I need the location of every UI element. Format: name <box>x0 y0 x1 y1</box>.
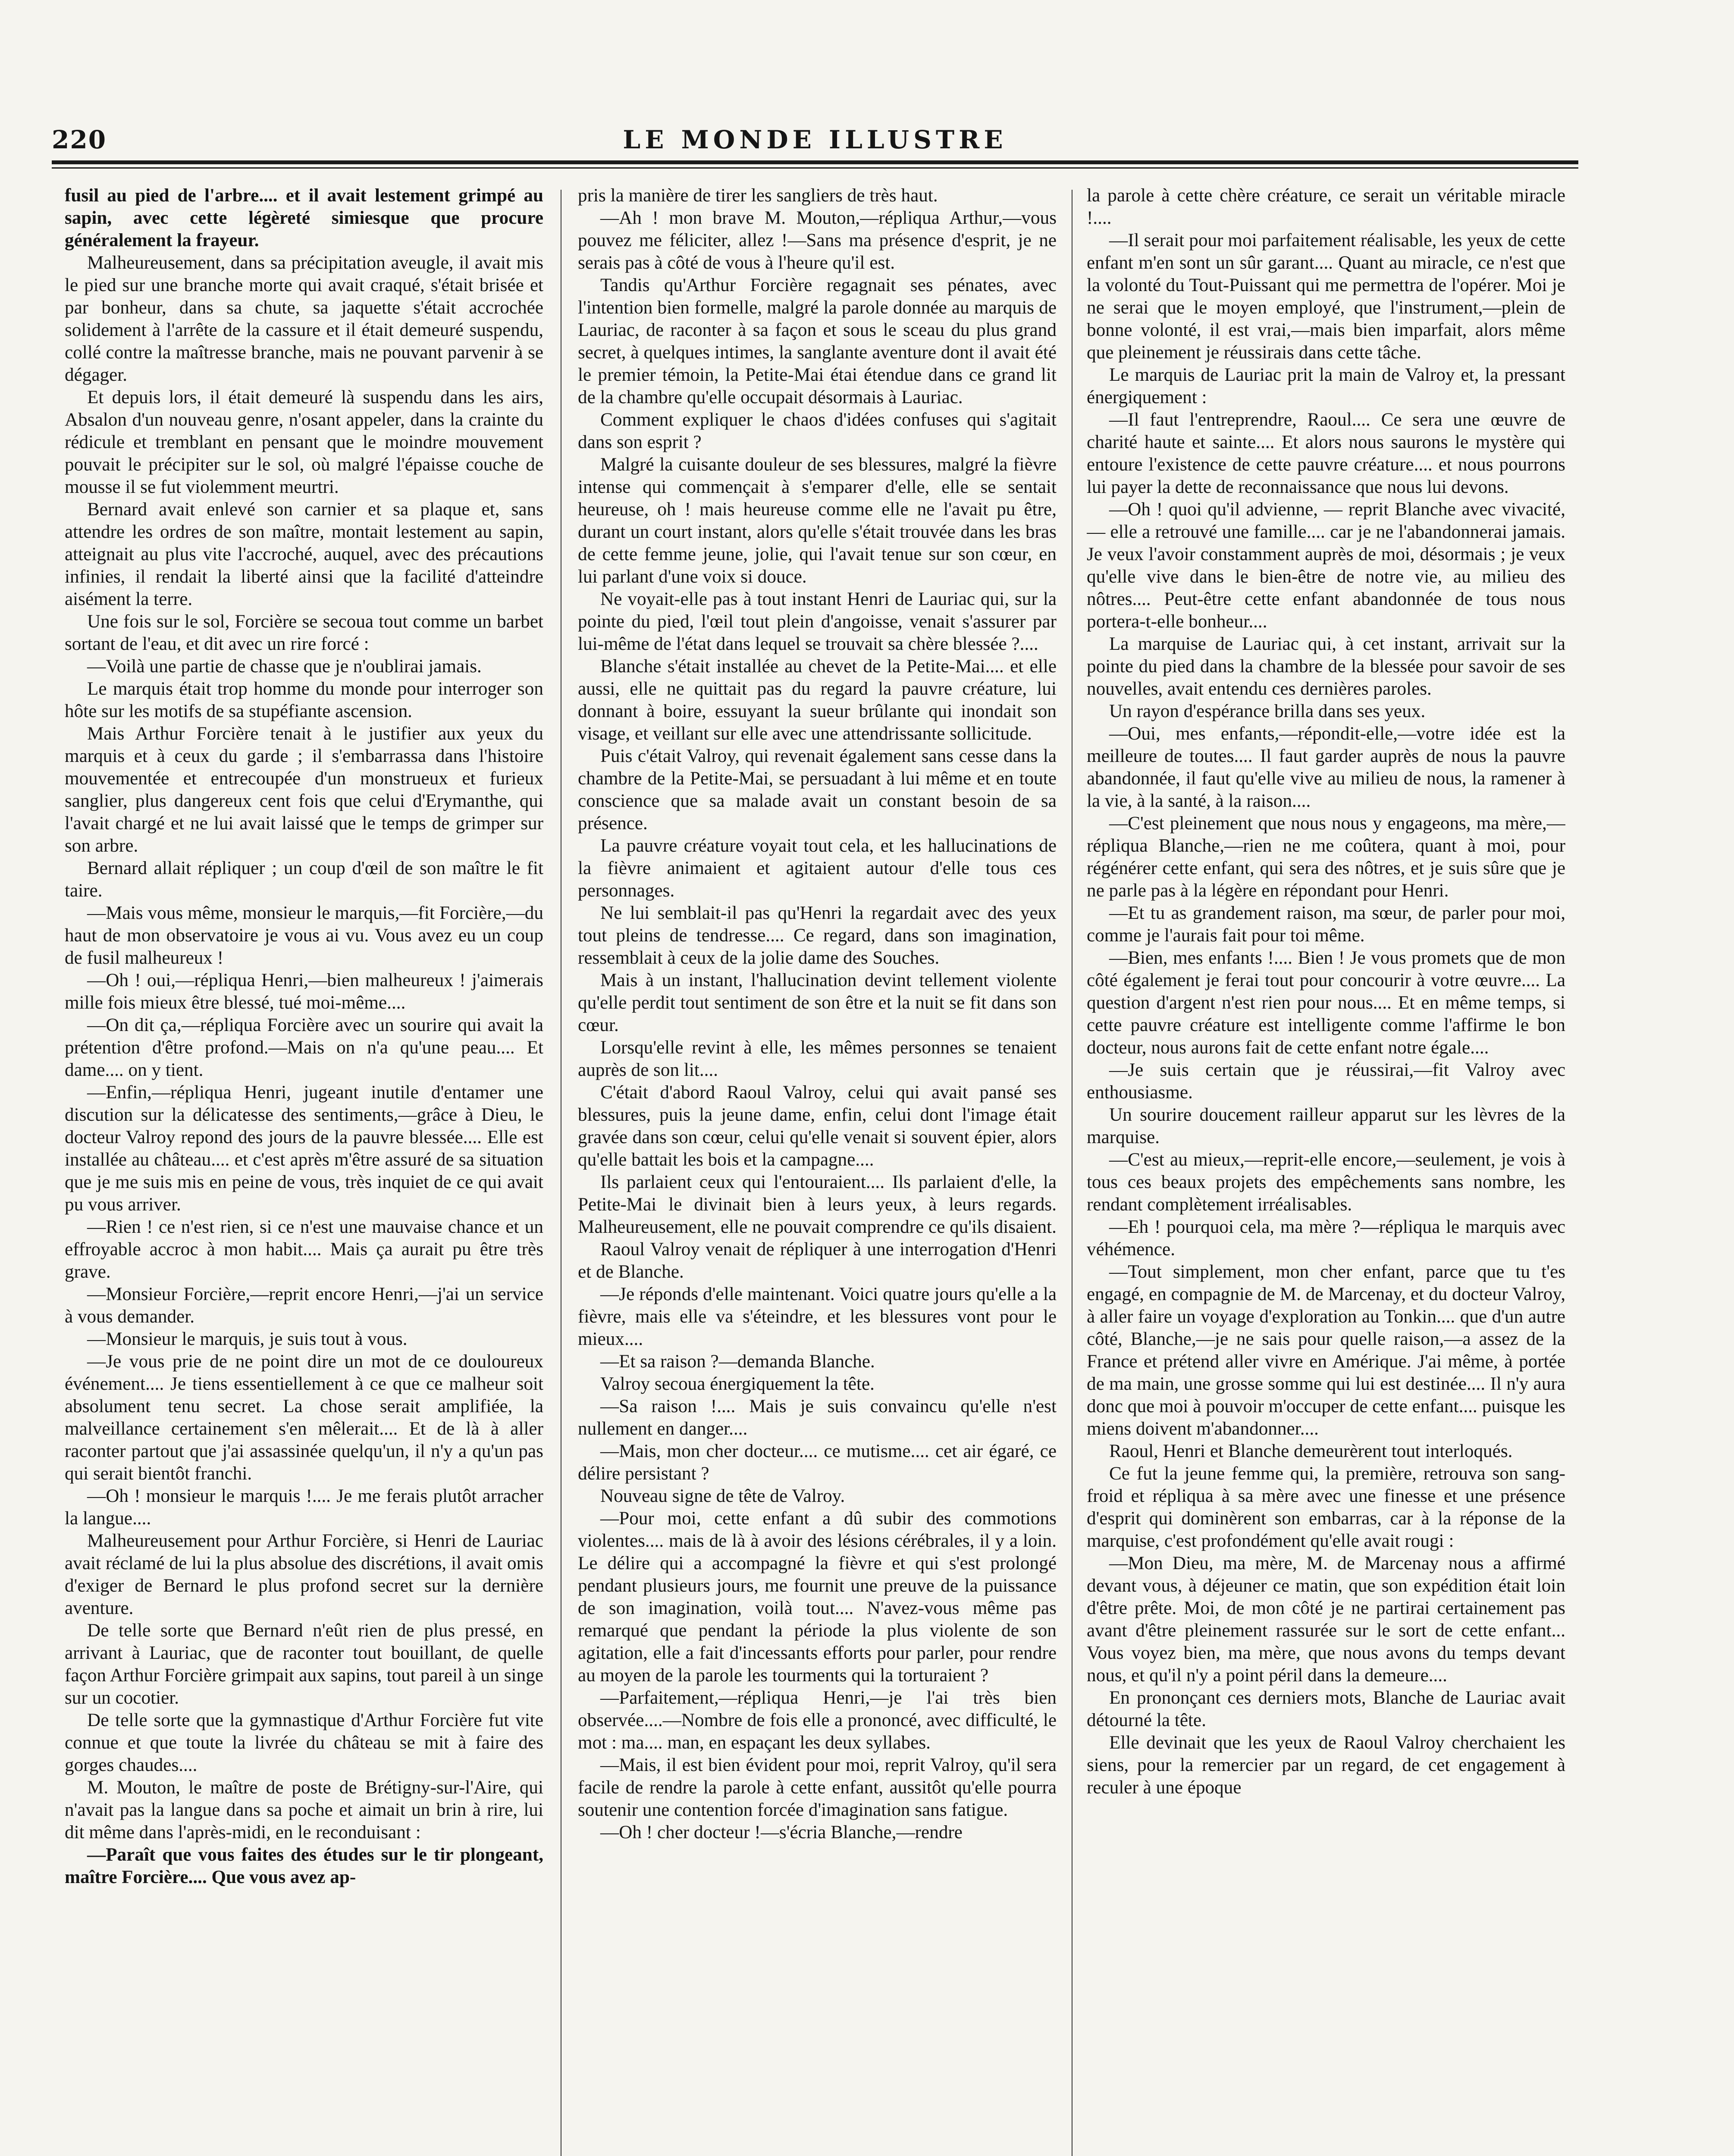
paragraph: Le marquis était trop homme du monde pour interroger son hôte sur les motifs de sa stupéfiante ascension. <box>65 679 543 721</box>
paragraph: —Monsieur le marquis, je suis tout à vous. <box>87 1329 408 1349</box>
paragraph: —Oh ! quoi qu'il advienne, — reprit Blanche avec vivacité, — elle a retrouvé une famille.... car je ne l'abandonnerai jamais. Je veux l'avoir constamment auprès de moi, désormais ; je veux qu'elle vive dans le bien-être de notre vie, au milieu des nôtres.... Peut-être cette enfant abandonnée de tous nous portera-t-elle bonheur.... <box>1087 499 1565 632</box>
paragraph: Raoul Valroy venait de répliquer à une interrogation d'Henri et de Blanche. <box>578 1239 1057 1282</box>
paragraph: —Oh ! cher docteur !—s'écria Blanche,—rendre <box>600 1822 963 1843</box>
paragraph: Mais à un instant, l'hallucination devint tellement violente qu'elle perdit tout sentiment de son être et la nuit se fit dans son cœur. <box>578 970 1057 1035</box>
header-rule-thin <box>52 167 1578 169</box>
paragraph: —Paraît que vous faites des études sur le tir plongeant, maître Forcière.... Que vous avez ap- <box>65 1845 543 1887</box>
paragraph: —Oh ! monsieur le marquis !.... Je me ferais plutôt arracher la langue.... <box>65 1486 543 1529</box>
paragraph: Valroy secoua énergiquement la tête. <box>600 1374 875 1394</box>
paragraph: Une fois sur le sol, Forcière se secoua tout comme un barbet sortant de l'eau, et dit avec un rire forcé : <box>65 611 543 654</box>
paragraph: —Voilà une partie de chasse que je n'oublirai jamais. <box>87 656 482 677</box>
paragraph: —Il faut l'entreprendre, Raoul.... Ce sera une œuvre de charité haute et sainte.... Et alors nous saurons le mystère qui entoure l'existence de cette pauvre créature.... et nous pourrons lui payer la dette de reconnaissance que nous lui devons. <box>1087 410 1565 497</box>
paragraph: —Tout simplement, mon cher enfant, parce que tu t'es engagé, en compagnie de M. de Marcenay, et du docteur Valroy, à aller faire un voyage d'exploration au Tonkin.... que d'un autre côté, Blanche,—je ne sais pour quelle raison,—a assez de la France et prétend aller vivre en Amérique. J'ai même, à portée de ma main, une grosse somme qui lui est destinée.... Il n'y aura donc que moi à pouvoir m'occuper de cette enfant.... puisque les miens doivent m'abandonner.... <box>1087 1262 1565 1439</box>
paragraph: Ne lui semblait-il pas qu'Henri la regardait avec des yeux tout pleins de tendresse.... Ce regard, dans son imagination, ressemblait à ceux de la jolie dame des Souches. <box>578 903 1057 968</box>
paragraph: —Monsieur Forcière,—reprit encore Henri,—j'ai un service à vous demander. <box>65 1284 543 1327</box>
paragraph: fusil au pied de l'arbre.... et il avait lestement grimpé au sapin, avec cette légèreté simiesque que procure généralement la frayeur. <box>65 185 543 251</box>
paragraph: C'était d'abord Raoul Valroy, celui qui avait pansé ses blessures, puis la jeune dame, enfin, celui dont l'image était gravée dans son cœur, celui qu'elle venait si souvent épier, alors qu'elle battait les bois et la campagne.... <box>578 1082 1057 1170</box>
paragraph: Bernard avait enlevé son carnier et sa plaque et, sans attendre les ordres de son maître, montait lestement au sapin, atteignait au plus vite l'accroché, auquel, avec des précautions infinies, il rendait la liberté ainsi que la facilité d'atteindre aisément la terre. <box>65 499 543 609</box>
page-number: 220 <box>52 125 107 154</box>
paragraph: —Et sa raison ?—demanda Blanche. <box>600 1351 875 1372</box>
paragraph: Bernard allait répliquer ; un coup d'œil de son maître le fit taire. <box>65 858 543 901</box>
paragraph: Et depuis lors, il était demeuré là suspendu dans les airs, Absalon d'un nouveau genre, n'osant appeler, dans la crainte du rédicule et tremblant en pensant que le moindre mouvement pouvait le précipiter sur le sol, où malgré l'épaisse couche de mousse il se fut violemment meurtri. <box>65 387 543 497</box>
paragraph: Un rayon d'espérance brilla dans ses yeux. <box>1109 701 1426 721</box>
paragraph: Un sourire doucement railleur apparut sur les lèvres de la marquise. <box>1087 1105 1565 1147</box>
paragraph: Lorsqu'elle revint à elle, les mêmes personnes se tenaient auprès de son lit.... <box>578 1037 1057 1080</box>
text-column-3 <box>1087 185 1565 2156</box>
paragraph: —Oh ! oui,—répliqua Henri,—bien malheureux ! j'aimerais mille fois mieux être blessé, tué moi-même.... <box>65 970 543 1013</box>
paragraph: Ils parlaient ceux qui l'entouraient.... Ils parlaient d'elle, la Petite-Mai le divinait bien à leurs yeux, à leurs regards. Malheureusement, elle ne pouvait comprendre ce qu'ils disaient. <box>578 1172 1057 1237</box>
paragraph: Elle devinait que les yeux de Raoul Valroy cherchaient les siens, pour la remercier par un regard, de cet engagement à reculer à une époque <box>1087 1733 1565 1798</box>
paragraph: la parole à cette chère créature, ce serait un véritable miracle !.... <box>1087 185 1565 228</box>
paragraph: Mais Arthur Forcière tenait à le justifier aux yeux du marquis et à ceux du garde ; il s'embarrassa dans l'histoire mouvementée et entrecoupée d'un monstrueux et furieux sanglier, plus dangereux cent fois que celui d'Erymanthe, qui l'avait chargé et ne lui avait laissé que le temps de grimper sur son arbre. <box>65 724 543 856</box>
paragraph: —Ah ! mon brave M. Mouton,—répliqua Arthur,—vous pouvez me féliciter, allez !—Sans ma présence d'esprit, je ne serais pas à côté de vous à l'heure qu'il est. <box>578 208 1057 273</box>
paragraph: Nouveau signe de tête de Valroy. <box>600 1486 845 1506</box>
paragraph: Raoul, Henri et Blanche demeurèrent tout interloqués. <box>1109 1441 1513 1461</box>
paragraph: Malgré la cuisante douleur de ses blessures, malgré la fièvre intense qui commençait à s'emparer d'elle, elle se sentait heureuse, oh ! mais heureuse comme elle ne l'avait pu être, durant un court instant, alors qu'elle s'était trouvée dans les bras de cette femme jeune, jolie, qui l'avait tenue sur son cœur, en lui parlant d'une voix si douce. <box>578 454 1057 587</box>
running-title: LE MONDE ILLUSTRE <box>623 125 1007 154</box>
paragraph: Tandis qu'Arthur Forcière regagnait ses pénates, avec l'intention bien formelle, malgré la parole donnée au marquis de Lauriac, de raconter à sa façon et sous le sceau du plus grand secret, à quelques intimes, la sanglante aventure dont il avait été le premier témoin, la Petite-Mai étai étendue dans ce grand lit de la chambre qu'elle occupait désormais à Lauriac. <box>578 275 1057 407</box>
paragraph: —Je réponds d'elle maintenant. Voici quatre jours qu'elle a la fièvre, mais elle va s'éteindre, et les blessures vont pour le mieux.... <box>578 1284 1057 1349</box>
paragraph: —Je vous prie de ne point dire un mot de ce douloureux événement.... Je tiens essentiellement à ce que ce malheur soit absolument tenu secret. La chose serait amplifiée, la malveillance certainement s'en mêlerait.... Et de là à aller raconter partout que j'ai assassinée quelqu'un, il n'y a qu'un pas qui serait bientôt franchi. <box>65 1351 543 1484</box>
paragraph: Ne voyait-elle pas à tout instant Henri de Lauriac qui, sur la pointe du pied, l'œil tout plein d'angoisse, venait s'assurer par lui-même de l'état dans lequel se trouvait sa chère blessée ?.... <box>578 589 1057 654</box>
paragraph: —Mais, mon cher docteur.... ce mutisme.... cet air égaré, ce délire persistant ? <box>578 1441 1057 1484</box>
paragraph: —Parfaitement,—répliqua Henri,—je l'ai très bien observée....—Nombre de fois elle a prononcé, avec difficulté, le mot : ma.... man, en espaçant les deux syllabes. <box>578 1688 1057 1753</box>
paragraph: Le marquis de Lauriac prit la main de Valroy et, la pressant énergiquement : <box>1087 365 1565 407</box>
paragraph: La marquise de Lauriac qui, à cet instant, arrivait sur la pointe du pied dans la chambre de la blessée pour savoir de ses nouvelles, avait entendu ces dernières paroles. <box>1087 634 1565 699</box>
paragraph: Malheureusement, dans sa précipitation aveugle, il avait mis le pied sur une branche morte qui avait craqué, s'était brisée et par bonheur, dans sa chute, sa jaquette s'était accrochée solidement à l'arrête de la cassure et il était demeuré suspendu, collé contre la maîtresse branche, mais ne pouvant parvenir à se dégager. <box>65 253 543 385</box>
paragraph: —On dit ça,—répliqua Forcière avec un sourire qui avait la prétention d'être profond.—Mais on n'a qu'une peau.... Et dame.... on y tient. <box>65 1015 543 1080</box>
paragraph: La pauvre créature voyait tout cela, et les hallucinations de la fièvre animaient et agitaient autour d'elle tous ces personnages. <box>578 836 1057 901</box>
paragraph: —Pour moi, cette enfant a dû subir des commotions violentes.... mais de là à avoir des lésions cérébrales, il y a loin. Le délire qui a accompagné la fièvre et qui s'est prolongé pendant plusieurs jours, me fournit une preuve de la puissance de son imagination, voilà tout.... N'avez-vous même pas remarqué que pendant la période la plus violente de son agitation, elle a fait d'incessants efforts pour parler, pour rendre au moyen de la parole les tourments qui la torturaient ? <box>578 1508 1057 1686</box>
page-header <box>52 125 1578 155</box>
paragraph: Ce fut la jeune femme qui, la première, retrouva son sang-froid et répliqua à sa mère avec une finesse et une présence d'esprit qui dominèrent son embarras, car à la réponse de la marquise, c'est profondément qu'elle avait rougi : <box>1087 1463 1565 1551</box>
paragraph: —Mais vous même, monsieur le marquis,—fit Forcière,—du haut de mon observatoire je vous ai vu. Vous avez eu un coup de fusil malheureux ! <box>65 903 543 968</box>
paragraph: pris la manière de tirer les sangliers de très haut. <box>578 185 938 206</box>
paragraph: —Mais, il est bien évident pour moi, reprit Valroy, qu'il sera facile de rendre la parole à cette enfant, aussitôt qu'elle pourra soutenir une contention forcée d'imagination sans fatigue. <box>578 1755 1057 1820</box>
paragraph: Malheureusement pour Arthur Forcière, si Henri de Lauriac avait réclamé de lui la plus absolue des discrétions, il avait omis d'exiger de Bernard le plus profond secret sur la dernière aventure. <box>65 1531 543 1618</box>
paragraph: —Sa raison !.... Mais je suis convaincu qu'elle n'est nullement en danger.... <box>578 1396 1057 1439</box>
paragraph: —C'est au mieux,—reprit-elle encore,—seulement, je vois à tous ces beaux projets des empêchements sans nombre, les rendant complètement irréalisables. <box>1087 1150 1565 1215</box>
paragraph: —Mon Dieu, ma mère, M. de Marcenay nous a affirmé devant vous, à déjeuner ce matin, que son expédition était loin d'être prête. Moi, de mon côté je ne partirai certainement pas avant d'être pleinement rassurée sur le sort de cette enfant... Vous voyez bien, ma mère, que nous avons du temps devant nous, et qu'il n'y a point péril dans la demeure.... <box>1087 1553 1565 1686</box>
paragraph: —Bien, mes enfants !.... Bien ! Je vous promets que de mon côté également je ferai tout pour concourir à votre œuvre.... La question d'argent n'est rien pour nous.... Et en même temps, si cette pauvre créature est intelligente comme l'affirme le bon docteur, nous aurons fait de cette enfant notre égale.... <box>1087 948 1565 1058</box>
paragraph: M. Mouton, le maître de poste de Brétigny-sur-l'Aire, qui n'avait pas la langue dans sa poche et aimait un brin à rire, lui dit même dans l'après-midi, en le reconduisant : <box>65 1777 543 1843</box>
paragraph: De telle sorte que Bernard n'eût rien de plus pressé, en arrivant à Lauriac, que de raconter tout bouillant, de quelle façon Arthur Forcière grimpait aux sapins, tout pareil à un singe sur un cocotier. <box>65 1620 543 1708</box>
paragraph: Comment expliquer le chaos d'idées confuses qui s'agitait dans son esprit ? <box>578 410 1057 452</box>
paragraph: —C'est pleinement que nous nous y engageons, ma mère,—répliqua Blanche,—rien ne me coûtera, quant à moi, pour régénérer cette enfant, qui sera des nôtres, et je suis sûre que je ne parle pas à la légère en répondant pour Henri. <box>1087 813 1565 901</box>
paragraph: —Rien ! ce n'est rien, si ce n'est une mauvaise chance et un effroyable accroc à mon habit.... Mais ça aurait pu être très grave. <box>65 1217 543 1282</box>
paragraph: En prononçant ces derniers mots, Blanche de Lauriac avait détourné la tête. <box>1087 1688 1565 1730</box>
paragraph: —Eh ! pourquoi cela, ma mère ?—répliqua le marquis avec véhémence. <box>1087 1217 1565 1260</box>
text-column-2 <box>578 185 1057 2156</box>
paragraph: De telle sorte que la gymnastique d'Arthur Forcière fut vite connue et que toute la livrée du château se mit à faire des gorges chaudes.... <box>65 1710 543 1775</box>
paragraph: —Enfin,—répliqua Henri, jugeant inutile d'entamer une discution sur la délicatesse des sentiments,—grâce à Dieu, le docteur Valroy repond des jours de la pauvre blessée.... Elle est installée au château.... et c'est après m'être assuré de sa situation que je me suis mis en peine de vous, très inquiet de ce qui avait pu vous arriver. <box>65 1082 543 1215</box>
paragraph: —Il serait pour moi parfaitement réalisable, les yeux de cette enfant m'en sont un sûr garant.... Quant au miracle, ce n'est que la volonté du Tout-Puissant qui me permettra de l'opérer. Moi je ne serai que le moyen employé, que l'instrument,—plein de bonne volonté, il est vrai,—mais bien imparfait, alors même que pleinement je réussirais dans cette tâche. <box>1087 230 1565 363</box>
paragraph: —Et tu as grandement raison, ma sœur, de parler pour moi, comme je l'aurais fait pour toi même. <box>1087 903 1565 946</box>
paragraph: Blanche s'était installée au chevet de la Petite-Mai.... et elle aussi, elle ne quittait pas du regard la pauvre créature, lui donnant à boire, essuyant la sueur brûlante qui inondait son visage, et veillant sur elle avec une attendrissante sollicitude. <box>578 656 1057 744</box>
paragraph: —Je suis certain que je réussirai,—fit Valroy avec enthousiasme. <box>1087 1060 1565 1103</box>
paragraph: Puis c'était Valroy, qui revenait également sans cesse dans la chambre de la Petite-Mai, se persuadant à lui même et en toute conscience que sa malade avait un constant besoin de sa présence. <box>578 746 1057 834</box>
paragraph: —Oui, mes enfants,—répondit-elle,—votre idée est la meilleure de toutes.... Il faut garder auprès de nous la pauvre abandonnée, il faut qu'elle vive au milieu de nous, la ramener à la vie, à la santé, à la raison.... <box>1087 724 1565 811</box>
text-column-1 <box>65 185 543 2156</box>
header-rule-thick <box>52 160 1578 164</box>
